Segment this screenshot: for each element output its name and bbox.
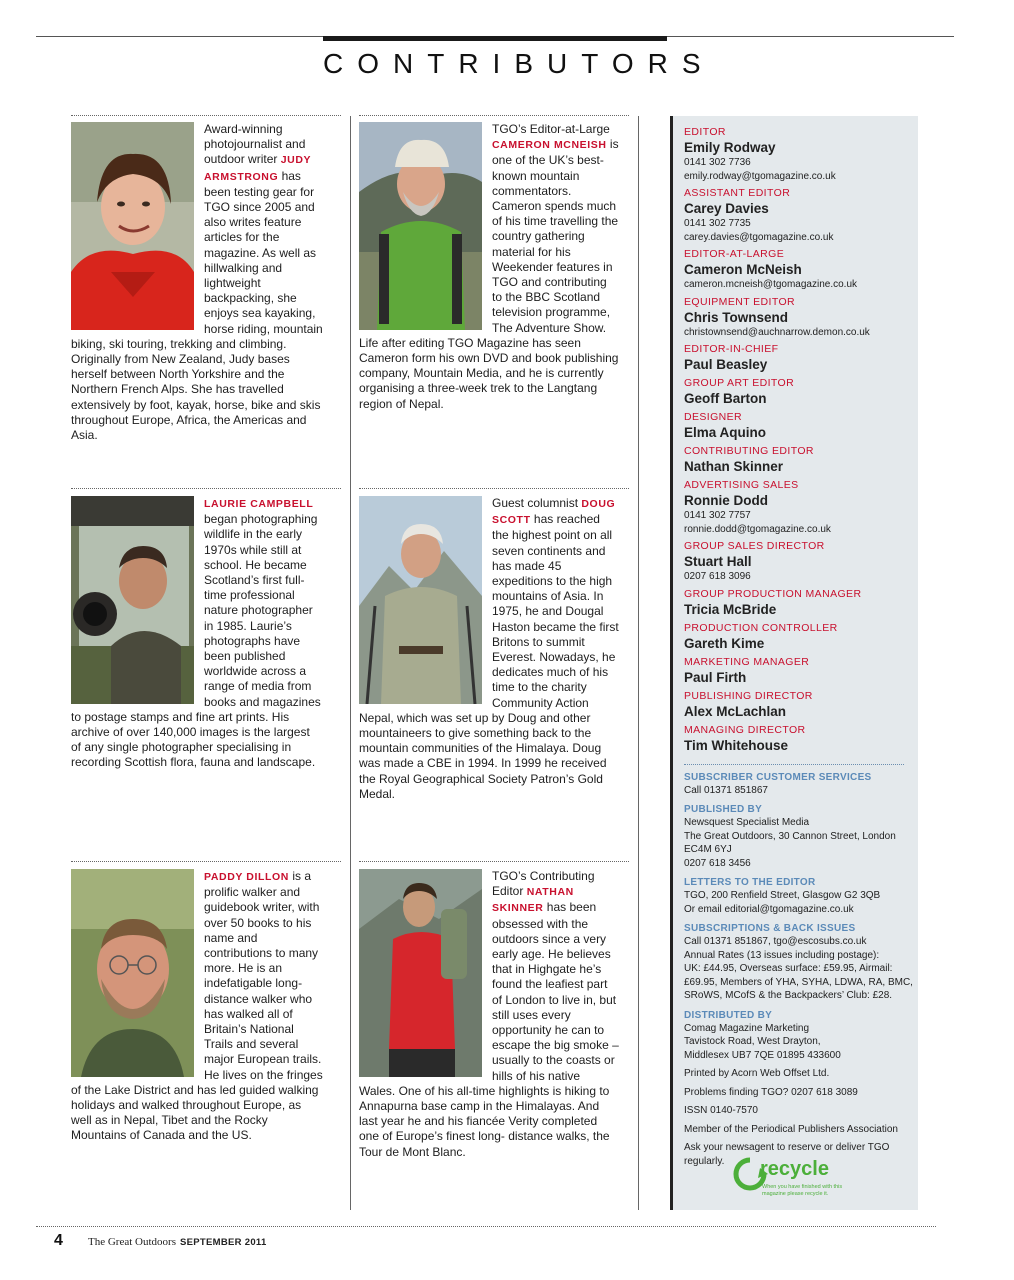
staff-entry: MANAGING DIRECTOR Tim Whitehouse — [684, 723, 806, 753]
footer-rule — [36, 1226, 936, 1227]
problems-note: Problems finding TGO? 0207 618 3089 — [684, 1086, 858, 1098]
contributor-photo — [71, 869, 194, 1077]
contributor-name: PADDY DILLON — [204, 871, 289, 883]
row-rule — [71, 115, 341, 116]
row-rule — [359, 488, 629, 489]
staff-entry: DESIGNER Elma Aquino — [684, 411, 767, 440]
column-divider — [350, 116, 351, 1210]
staff-entry: PUBLISHING DIRECTOR Alex McLachlan — [684, 689, 813, 719]
staff-entry: EDITOR Emily Rodway 0141 302 7736 emily.rodway@tgomagazine.co.uk — [684, 126, 836, 182]
newsagent-note: Ask your newsagent to reserve or deliver TGO regularly. — [684, 1142, 890, 1167]
staff-entry: GROUP SALES DIRECTOR Stuart Hall 0207 618 3096 — [684, 540, 825, 582]
contributor-name: JUDY ARMSTRONG — [204, 154, 311, 183]
contributor-photo — [359, 869, 482, 1077]
staff-entry: GROUP PRODUCTION MANAGER Tricia McBride — [684, 587, 862, 617]
magazine-name: The Great Outdoors — [88, 1236, 176, 1248]
staff-entry: GROUP ART EDITOR Geoff Barton — [684, 377, 795, 406]
row-rule — [359, 861, 629, 862]
contributor-card: TGO’s Contributing Editor NATHAN SKINNER has been obsessed with the outdoors since a very early age. He believes that in Highgate he’s found the leafiest part of London to live in, but still uses every opportunity he can to escape the big smoke – usually to the coasts or hills of his native Wales. One of his all-time highlights is hiking to Annapurna base camp in the Himalayas. And last year he and his fiancée Verity completed one of Europe’s finest long- distance walks, the Tour de Mont Blanc. — [359, 869, 619, 1159]
issue-date: SEPTEMBER 2011 — [179, 1237, 267, 1248]
staff-entry: EDITOR-AT-LARGE Cameron McNeish cameron.mcneish@tgomagazine.co.uk — [684, 248, 858, 290]
info-block: DISTRIBUTED BY Comag Magazine Marketing Tavistock Road, West Drayton, Middlesex UB7 7QE 01895 433600 — [684, 1009, 841, 1061]
row-rule — [359, 115, 629, 116]
staff-list — [684, 122, 914, 1168]
row-rule — [71, 861, 341, 862]
contributor-card: Award-winning photojournalist and outdoor writer JUDY ARMSTRONG has been testing gear for TGO since 2005 and also writes feature articles for the magazine. As well as hillwalking and lightweight backpacking, she enjoys sea kayaking, horse riding, mountain biking, ski touring, trekking and climbing. Originally from New Zealand, Judy bases herself between North Yorkshire and the Northern French Alps. She has travelled extensively by foot, kayak, horse, bike and skis throughout Europe, Africa, the Americas and Asia. — [71, 122, 323, 443]
contributor-name: DOUG SCOTT — [492, 498, 616, 527]
sidebar-rule — [670, 116, 673, 1210]
contributor-photo — [71, 496, 194, 704]
staff-sidebar — [670, 116, 918, 1210]
printer-note: Printed by Acorn Web Offset Ltd. — [684, 1068, 830, 1079]
page-title: CONTRIBUTORS — [323, 48, 715, 79]
row-rule — [71, 488, 341, 489]
contributor-photo — [359, 122, 482, 330]
staff-entry: EQUIPMENT EDITOR Chris Townsend christownsend@auchnarrow.demon.co.uk — [684, 295, 870, 338]
footer-magazine — [88, 1236, 267, 1248]
staff-entry: MARKETING MANAGER Paul Firth — [684, 655, 810, 685]
recycle-label: recycle — [760, 1158, 829, 1180]
column-divider — [638, 116, 639, 1210]
contributor-name: LAURIE CAMPBELL — [204, 498, 314, 510]
staff-entry: ASSISTANT EDITOR Carey Davies 0141 302 7735 carey.davies@tgomagazine.co.uk — [684, 187, 834, 243]
contributor-name: NATHAN SKINNER — [492, 886, 574, 915]
sidebar-divider — [684, 764, 904, 765]
staff-entry: PRODUCTION CONTROLLER Gareth Kime — [684, 621, 838, 651]
ppa-note: Member of the Periodical Publishers Association — [684, 1123, 898, 1135]
contributor-card: PADDY DILLON is a prolific walker and guidebook writer, with over 50 books to his name and contributions to many more. He is an indefatigable long-distance walker who has walked all of Britain’s National Trails and several major European trails. He lives on the fringes of the Lake District and has led guided walking holidays and walked throughout Europe, as well as in Nepal, Tibet and the Rocky Mountains of Canada and the US. — [71, 869, 323, 1143]
title-bar — [323, 36, 667, 41]
contributor-card: LAURIE CAMPBELL began photographing wildlife in the early 1970s while still at school. He became Scotland’s first full-time professional nature photographer in 1985. Laurie’s photographs have been published worldwide across a range of media from books and magazines to postage stamps and fine art prints. His archive of over 140,000 images is the largest of any single photographer specialising in recording Scottish flora, fauna and landscape. — [71, 498, 321, 770]
contributor-photo — [359, 496, 482, 704]
staff-entry: CONTRIBUTING EDITOR Nathan Skinner — [684, 445, 814, 474]
info-block: LETTERS TO THE EDITOR TGO, 200 Renfield Street, Glasgow G2 3QB Or email editorial@tgomagazine.co.uk — [684, 877, 881, 915]
page-number: 4 — [54, 1232, 63, 1249]
contributor-card: Guest columnist DOUG SCOTT has reached the highest point on all seven continents and has made 45 expeditions to the high mountains of Asia. In 1975, he and Dougal Haston became the first Britons to summit Everest. Nowadays, he dedicates much of his time to the charity Community Action Nepal, which was set up by Doug and other mountaineers to give something back to the mountain communities of the Himalaya. Doug was made a CBE in 1994. In 1999 he received the Royal Geographical Society Patron’s Gold Medal. — [359, 496, 619, 801]
contributor-photo — [71, 122, 194, 330]
info-block: PUBLISHED BY Newsquest Specialist Media The Great Outdoors, 30 Cannon Street, London EC4M 6YJ 0207 618 3456 — [684, 804, 896, 869]
recycle-caption: When you have finished with this magazine please recycle it. — [762, 1184, 843, 1197]
info-block: SUBSCRIBER CUSTOMER SERVICES Call 01371 851867 — [684, 771, 872, 796]
contributor-name: CAMERON MCNEISH — [492, 139, 607, 152]
contributor-card: TGO’s Editor-at-Large CAMERON MCNEISH is one of the UK’s best-known mountain commentators. Cameron spends much of his time travelling the country gathering material for his Weekender features in TGO and contributing to the BBC Scotland television programme, The Adventure Show. Life after editing TGO Magazine has seen Cameron form his own DVD and book publishing company, Mountain Media, and he is currently organising a three-week trek to the Langtang region of Nepal. — [359, 122, 619, 411]
staff-entry: EDITOR-IN-CHIEF Paul Beasley — [684, 343, 779, 372]
info-block: SUBSCRIPTIONS & BACK ISSUES Call 01371 851867, tgo@escosubs.co.uk Annual Rates (13 issues including postage): UK: £44.95, Overseas surface: £59.95, Airmail: £69.95, Members of YHA, SYHA, LDWA, RA, BMC, SRoWS, MCofS & the Backpackers’ Club: £28. — [684, 923, 913, 1001]
staff-entry: ADVERTISING SALES Ronnie Dodd 0141 302 7757 ronnie.dodd@tgomagazine.co.uk — [684, 479, 831, 535]
recycle-logo — [730, 1154, 860, 1202]
issn-note: ISSN 0140-7570 — [684, 1105, 758, 1116]
